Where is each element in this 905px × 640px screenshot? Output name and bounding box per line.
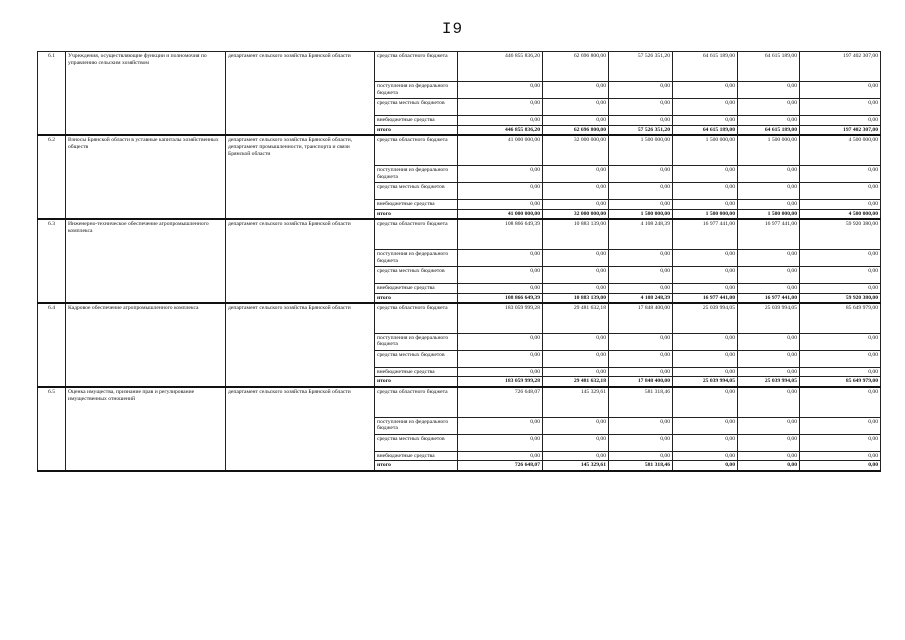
amount-cell: 0,00 (673, 82, 738, 99)
amount-cell: 0,00 (673, 451, 738, 461)
section-executor: департамент сельского хозяйства Брянской области (226, 387, 375, 471)
amount-cell: 0,00 (738, 461, 800, 471)
section-executor: департамент сельского хозяйства Брянской области (226, 303, 375, 387)
page-number: I9 (441, 20, 464, 38)
amount-cell: 0,00 (738, 333, 800, 350)
amount-cell: 4 500 000,00 (800, 135, 881, 165)
amount-cell: 0,00 (800, 333, 881, 350)
amount-cell: 0,00 (609, 434, 673, 451)
amount-cell: 0,00 (800, 182, 881, 199)
amount-cell: 0,00 (458, 99, 543, 116)
amount-cell: 0,00 (800, 417, 881, 434)
funding-source: итого (375, 125, 458, 135)
section-code: 6.3 (38, 219, 66, 303)
amount-cell: 10 883 139,00 (543, 293, 609, 303)
section-code: 6.2 (38, 135, 66, 219)
amount-cell: 0,00 (800, 199, 881, 209)
amount-cell: 0,00 (800, 266, 881, 283)
amount-cell: 4 108 248,39 (609, 219, 673, 249)
funding-source: внебюджетные средства (375, 199, 458, 209)
amount-cell: 0,00 (738, 387, 800, 417)
amount-cell: 16 977 441,00 (738, 219, 800, 249)
amount-cell: 59 920 380,00 (800, 219, 881, 249)
amount-cell: 0,00 (458, 182, 543, 199)
amount-cell: 0,00 (543, 434, 609, 451)
amount-cell: 0,00 (458, 82, 543, 99)
amount-cell: 17 848 400,00 (609, 303, 673, 333)
amount-cell: 0,00 (543, 199, 609, 209)
amount-cell: 0,00 (738, 249, 800, 266)
amount-cell: 0,00 (609, 199, 673, 209)
amount-cell: 0,00 (458, 249, 543, 266)
amount-cell: 0,00 (543, 350, 609, 367)
funding-source: поступления из федерального бюджета (375, 333, 458, 350)
amount-cell: 0,00 (673, 461, 738, 471)
amount-cell: 0,00 (458, 266, 543, 283)
amount-cell: 0,00 (458, 417, 543, 434)
amount-cell: 1 500 000,00 (673, 135, 738, 165)
amount-cell: 197 402 307,00 (800, 125, 881, 135)
funding-source: средства местных бюджетов (375, 350, 458, 367)
amount-cell: 0,00 (738, 82, 800, 99)
funding-source: средства местных бюджетов (375, 182, 458, 199)
amount-cell: 0,00 (673, 350, 738, 367)
amount-cell: 197 402 307,00 (800, 52, 881, 82)
amount-cell: 25 039 994,05 (673, 303, 738, 333)
amount-cell: 0,00 (800, 116, 881, 126)
section-code: 6.4 (38, 303, 66, 387)
amount-cell: 10 883 139,00 (543, 219, 609, 249)
amount-cell: 0,00 (800, 249, 881, 266)
amount-cell: 726 648,07 (458, 387, 543, 417)
amount-cell: 64 615 189,00 (673, 125, 738, 135)
amount-cell: 0,00 (673, 283, 738, 293)
funding-source: средства областного бюджета (375, 52, 458, 82)
funding-source: средства местных бюджетов (375, 99, 458, 116)
amount-cell: 16 977 441,00 (738, 293, 800, 303)
amount-cell: 0,00 (800, 387, 881, 417)
funding-source: средства областного бюджета (375, 387, 458, 417)
table-row (38, 303, 881, 333)
section-executor: департамент сельского хозяйства Брянской области (226, 219, 375, 303)
table-row (38, 135, 881, 165)
amount-cell: 0,00 (673, 199, 738, 209)
amount-cell: 0,00 (738, 350, 800, 367)
amount-cell: 0,00 (609, 182, 673, 199)
amount-cell: 0,00 (673, 249, 738, 266)
amount-cell: 0,00 (800, 451, 881, 461)
amount-cell: 16 977 441,00 (673, 219, 738, 249)
funding-source: итого (375, 209, 458, 219)
amount-cell: 1 500 000,00 (738, 135, 800, 165)
amount-cell: 25 039 994,05 (673, 377, 738, 387)
amount-cell: 85 649 979,00 (800, 377, 881, 387)
amount-cell: 64 615 189,00 (738, 125, 800, 135)
amount-cell: 41 000 000,00 (458, 135, 543, 165)
amount-cell: 0,00 (609, 99, 673, 116)
amount-cell: 64 615 189,00 (738, 52, 800, 82)
amount-cell: 4 108 248,39 (609, 293, 673, 303)
amount-cell: 1 500 000,00 (673, 209, 738, 219)
amount-cell: 59 920 380,00 (800, 293, 881, 303)
amount-cell: 0,00 (609, 350, 673, 367)
funding-source: средства местных бюджетов (375, 434, 458, 451)
amount-cell: 0,00 (738, 116, 800, 126)
section-name: Учреждения, осуществляющие функции и полномочия по управлению сельским хозяйством (66, 52, 226, 136)
amount-cell: 1 500 000,00 (609, 135, 673, 165)
amount-cell: 0,00 (543, 451, 609, 461)
amount-cell: 0,00 (543, 266, 609, 283)
table-row (38, 219, 881, 249)
amount-cell: 0,00 (673, 417, 738, 434)
amount-cell: 0,00 (673, 99, 738, 116)
section-name: Инженерно-техническое обеспечение агропромышленного комплекса (66, 219, 226, 303)
amount-cell: 16 977 441,00 (673, 293, 738, 303)
amount-cell: 62 696 800,00 (543, 52, 609, 82)
funding-source: итого (375, 377, 458, 387)
amount-cell: 581 318,46 (609, 461, 673, 471)
amount-cell: 0,00 (673, 434, 738, 451)
amount-cell: 62 696 800,00 (543, 125, 609, 135)
section-name: Взносы Брянской области в уставные капиталы хозяйственных обществ (66, 135, 226, 219)
amount-cell: 0,00 (738, 283, 800, 293)
amount-cell: 183 059 999,28 (458, 377, 543, 387)
amount-cell: 29 481 632,18 (543, 303, 609, 333)
amount-cell: 0,00 (673, 387, 738, 417)
amount-cell: 1 500 000,00 (609, 209, 673, 219)
amount-cell: 0,00 (609, 266, 673, 283)
amount-cell: 0,00 (543, 182, 609, 199)
amount-cell: 0,00 (673, 182, 738, 199)
amount-cell: 25 039 994,05 (738, 303, 800, 333)
funding-source: итого (375, 293, 458, 303)
amount-cell: 0,00 (673, 367, 738, 377)
amount-cell: 0,00 (458, 116, 543, 126)
funding-source: внебюджетные средства (375, 116, 458, 126)
amount-cell: 0,00 (543, 417, 609, 434)
funding-source: внебюджетные средства (375, 283, 458, 293)
amount-cell: 41 000 000,00 (458, 209, 543, 219)
amount-cell: 726 648,07 (458, 461, 543, 471)
amount-cell: 57 526 351,20 (609, 52, 673, 82)
amount-cell: 581 318,46 (609, 387, 673, 417)
amount-cell: 108 866 649,39 (458, 293, 543, 303)
amount-cell: 0,00 (738, 266, 800, 283)
amount-cell: 0,00 (458, 367, 543, 377)
amount-cell: 4 500 000,00 (800, 209, 881, 219)
amount-cell: 0,00 (609, 367, 673, 377)
amount-cell: 446 855 836,20 (458, 125, 543, 135)
amount-cell: 0,00 (800, 99, 881, 116)
section-executor: департамент сельского хозяйства Брянской области (226, 52, 375, 136)
amount-cell: 85 649 979,00 (800, 303, 881, 333)
amount-cell: 25 039 994,05 (738, 377, 800, 387)
amount-cell: 0,00 (543, 367, 609, 377)
amount-cell: 0,00 (609, 333, 673, 350)
amount-cell: 0,00 (673, 266, 738, 283)
amount-cell: 1 500 000,00 (738, 209, 800, 219)
section-name: Кадровое обеспечение агропромышленного комплекса (66, 303, 226, 387)
section-name: Оценка имущества, признание прав и регулирование имущественных отношений (66, 387, 226, 471)
amount-cell: 0,00 (800, 461, 881, 471)
amount-cell: 0,00 (458, 165, 543, 182)
amount-cell: 0,00 (609, 417, 673, 434)
funding-source: средства областного бюджета (375, 135, 458, 165)
amount-cell: 0,00 (738, 451, 800, 461)
amount-cell: 183 059 999,28 (458, 303, 543, 333)
amount-cell: 0,00 (543, 82, 609, 99)
amount-cell: 0,00 (609, 451, 673, 461)
amount-cell: 0,00 (543, 165, 609, 182)
section-code: 6.1 (38, 52, 66, 136)
amount-cell: 0,00 (800, 350, 881, 367)
amount-cell: 0,00 (800, 165, 881, 182)
amount-cell: 145 329,61 (543, 387, 609, 417)
amount-cell: 0,00 (609, 249, 673, 266)
table-row (38, 387, 881, 417)
amount-cell: 108 866 649,39 (458, 219, 543, 249)
amount-cell: 0,00 (609, 165, 673, 182)
amount-cell: 64 615 189,00 (673, 52, 738, 82)
amount-cell: 29 481 632,18 (543, 377, 609, 387)
amount-cell: 0,00 (738, 182, 800, 199)
amount-cell: 0,00 (738, 417, 800, 434)
amount-cell: 0,00 (800, 283, 881, 293)
amount-cell: 0,00 (458, 283, 543, 293)
amount-cell: 32 000 000,00 (543, 135, 609, 165)
amount-cell: 0,00 (738, 165, 800, 182)
amount-cell: 32 000 000,00 (543, 209, 609, 219)
amount-cell: 446 855 836,20 (458, 52, 543, 82)
amount-cell: 0,00 (673, 333, 738, 350)
section-executor: департамент сельского хозяйства Брянской области, департамент промышленности, транспорта и связи Брянской области (226, 135, 375, 219)
budget-table (37, 51, 881, 472)
amount-cell: 0,00 (738, 199, 800, 209)
funding-source: средства местных бюджетов (375, 266, 458, 283)
amount-cell: 0,00 (543, 99, 609, 116)
amount-cell: 0,00 (458, 434, 543, 451)
amount-cell: 145 329,61 (543, 461, 609, 471)
amount-cell: 0,00 (800, 367, 881, 377)
amount-cell: 0,00 (800, 82, 881, 99)
funding-source: внебюджетные средства (375, 451, 458, 461)
amount-cell: 0,00 (458, 350, 543, 367)
funding-source: поступления из федерального бюджета (375, 165, 458, 182)
funding-source: поступления из федерального бюджета (375, 249, 458, 266)
amount-cell: 0,00 (543, 116, 609, 126)
amount-cell: 0,00 (543, 249, 609, 266)
amount-cell: 0,00 (458, 451, 543, 461)
amount-cell: 0,00 (609, 82, 673, 99)
funding-source: средства областного бюджета (375, 219, 458, 249)
amount-cell: 57 526 351,20 (609, 125, 673, 135)
amount-cell: 0,00 (673, 165, 738, 182)
amount-cell: 17 848 400,00 (609, 377, 673, 387)
funding-source: итого (375, 461, 458, 471)
amount-cell: 0,00 (609, 283, 673, 293)
funding-source: внебюджетные средства (375, 367, 458, 377)
amount-cell: 0,00 (738, 434, 800, 451)
amount-cell: 0,00 (543, 333, 609, 350)
amount-cell: 0,00 (738, 367, 800, 377)
amount-cell: 0,00 (800, 434, 881, 451)
amount-cell: 0,00 (738, 99, 800, 116)
funding-source: поступления из федерального бюджета (375, 82, 458, 99)
amount-cell: 0,00 (458, 199, 543, 209)
funding-source: средства областного бюджета (375, 303, 458, 333)
section-code: 6.5 (38, 387, 66, 471)
amount-cell: 0,00 (458, 333, 543, 350)
amount-cell: 0,00 (609, 116, 673, 126)
funding-source: поступления из федерального бюджета (375, 417, 458, 434)
amount-cell: 0,00 (543, 283, 609, 293)
table-row (38, 52, 881, 82)
amount-cell: 0,00 (673, 116, 738, 126)
